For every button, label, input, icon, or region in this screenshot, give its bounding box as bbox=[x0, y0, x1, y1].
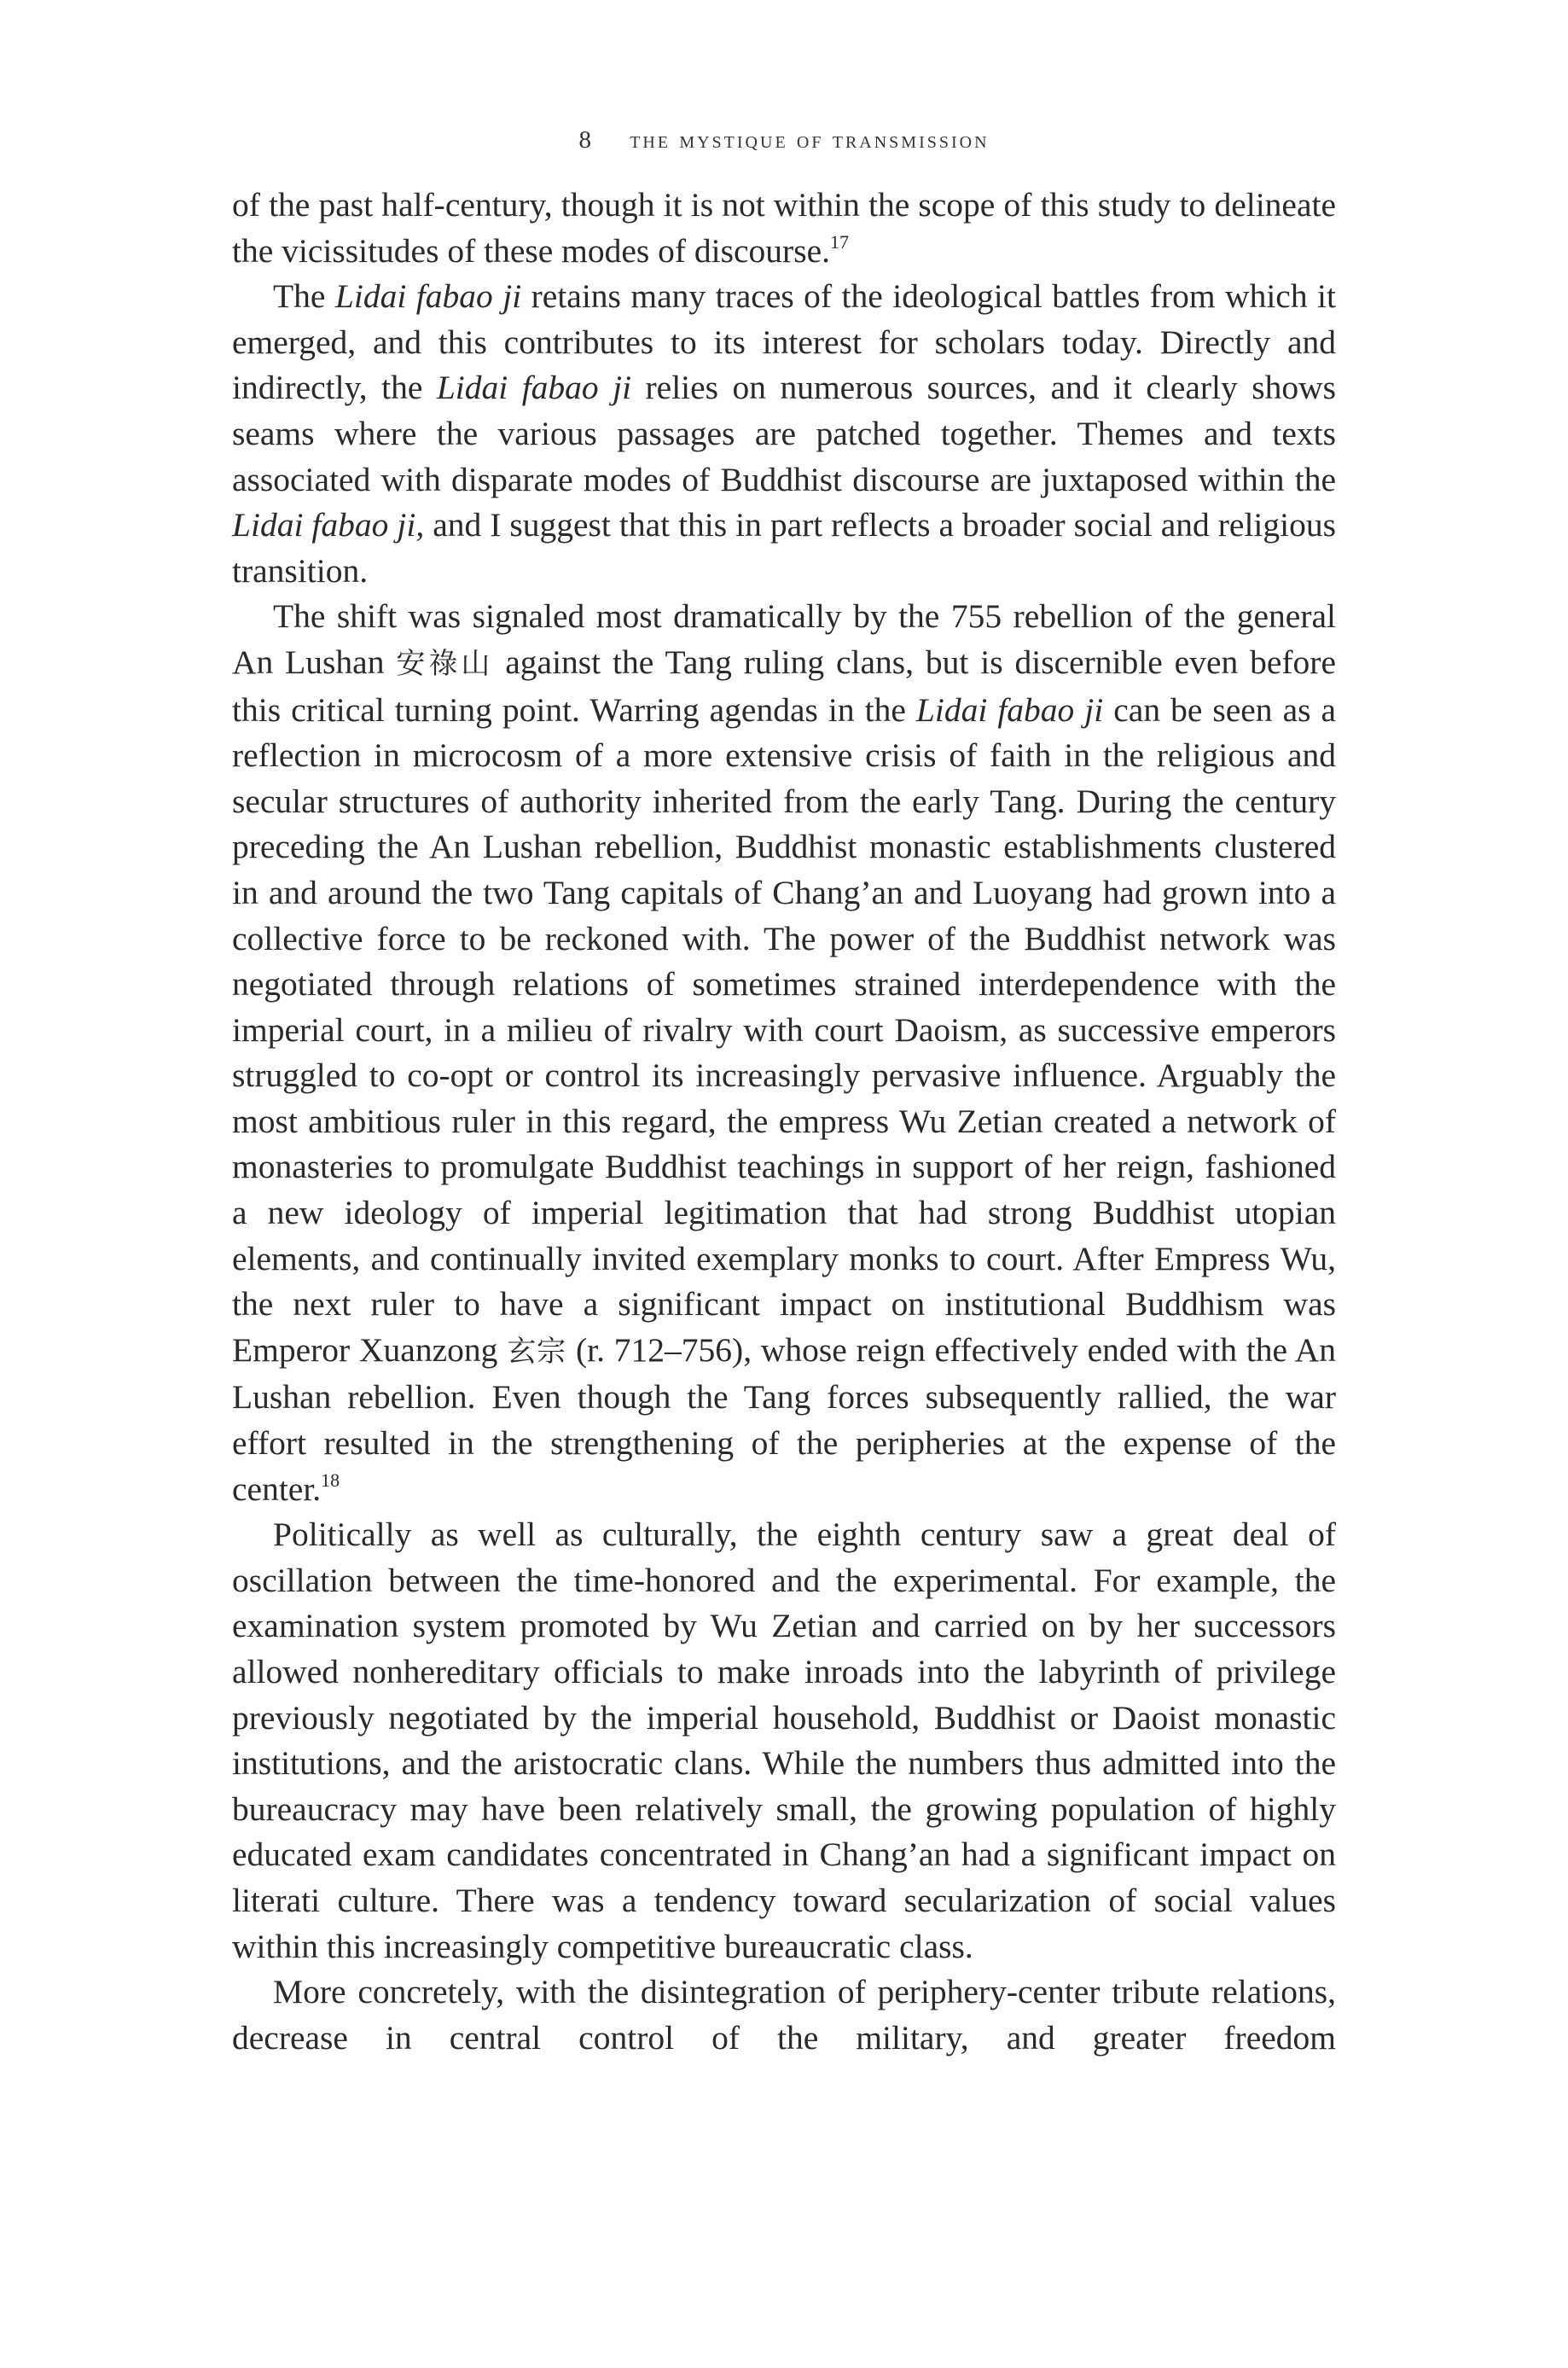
footnote-ref-18: 18 bbox=[321, 1469, 340, 1491]
chinese-name-an-lushan: 安祿山 bbox=[396, 646, 494, 681]
paragraph-3-text-b: against the Tang ruling clans, but is discernible even before this critical turning point. Warring agendas in the bbox=[232, 643, 1336, 729]
paragraph-3-text-d: (r. 712–756), whose reign effectively ended with the An Lushan rebellion. Even though the Tang forces subsequently rallied, the war effort resulted in the strengthening of the peripheries at the expense of the center. bbox=[232, 1330, 1336, 1508]
paragraph-2 bbox=[232, 274, 1336, 594]
paragraph-2-text-b: retains many traces of the ideological battles from which it emerged, and this contributes to its interest for scholars today. Directly and indirectly, the bbox=[232, 277, 1337, 407]
footnote-ref-17: 17 bbox=[830, 230, 849, 253]
title-lidai-fabao-ji: Lidai fabao ji bbox=[915, 690, 1104, 729]
paragraph-2-text-a: The bbox=[273, 277, 335, 316]
chinese-name-xuanzong: 玄宗 bbox=[507, 1334, 567, 1369]
paragraph-2-text-d: and I suggest that this in part reflects a broader social and religious transition. bbox=[232, 506, 1336, 590]
paragraph-2-text-c: relies on numerous sources, and it clearly shows seams where the various passages are patched together. Themes and texts associated with disparate modes of Buddhist discourse are juxtaposed within the bbox=[232, 369, 1336, 498]
paragraph-5-text: More concretely, with the disintegration of periphery-center tribute relations, decrease in central control of the military, and greater freedom bbox=[232, 1973, 1336, 2057]
paragraph-4-text: Politically as well as culturally, the eighth century saw a great deal of oscillation between the time-honored and the experimental. For example, the examination system promoted by Wu Zetian and carried on by her successors allowed nonhereditary officials to make inroads into the labyrinth of privilege previously negotiated by the imperial household, Buddhist or Daoist monastic institutions, and the aristocratic clans. While the numbers thus admitted into the bureaucracy may have been relatively small, the growing population of highly educated exam candidates concentrated in Chang’an had a significant impact on literati culture. There was a tendency toward secularization of social values within this increasingly competitive bureaucratic class. bbox=[232, 1516, 1336, 1965]
paragraph-3 bbox=[232, 594, 1336, 1512]
running-head bbox=[0, 126, 1568, 154]
page-number: 8 bbox=[578, 126, 591, 154]
title-lidai-fabao-ji: Lidai fabao ji bbox=[334, 277, 522, 316]
running-title: the mystique of transmission bbox=[630, 126, 990, 154]
paragraph-5 bbox=[232, 1969, 1336, 2061]
title-lidai-fabao-ji: Lidai fabao ji bbox=[436, 369, 632, 407]
title-lidai-fabao-ji: Lidai fabao ji, bbox=[232, 506, 425, 544]
paragraph-1-text: of the past half-century, though it is not within the scope of this study to delineate the vicissitudes of these modes of discourse. bbox=[232, 186, 1336, 270]
paragraph-4 bbox=[232, 1512, 1336, 1969]
paragraph-1 bbox=[232, 183, 1336, 274]
paragraph-3-text-a: The shift was signaled most dramatically by the 755 rebellion of the general An Lushan bbox=[232, 597, 1336, 681]
body-text bbox=[232, 183, 1336, 2061]
paragraph-3-text-c: can be seen as a reflection in microcosm of a more extensive crisis of faith in the religious and secular structures of authority inherited from the early Tang. During the century preceding the An Lushan rebellion, Buddhist monastic establishments clustered in and around the two Tang capitals of Chang’an and Luoyang had grown into a collective force to be reckoned with. The power of the Buddhist network was negotiated through relations of sometimes strained interdependence with the imperial court, in a milieu of rivalry with court Daoism, as successive emperors struggled to co-opt or control its increasingly pervasive influence. Arguably the most ambitious ruler in this regard, the empress Wu Zetian created a network of monasteries to promulgate Buddhist teachings in support of her reign, fashioned a new ideology of imperial legitimation that had strong Buddhist utopian elements, and continually invited exemplary monks to court. After Empress Wu, the next ruler to have a significant impact on institutional Buddhism was Emperor Xuanzong bbox=[232, 690, 1337, 1369]
